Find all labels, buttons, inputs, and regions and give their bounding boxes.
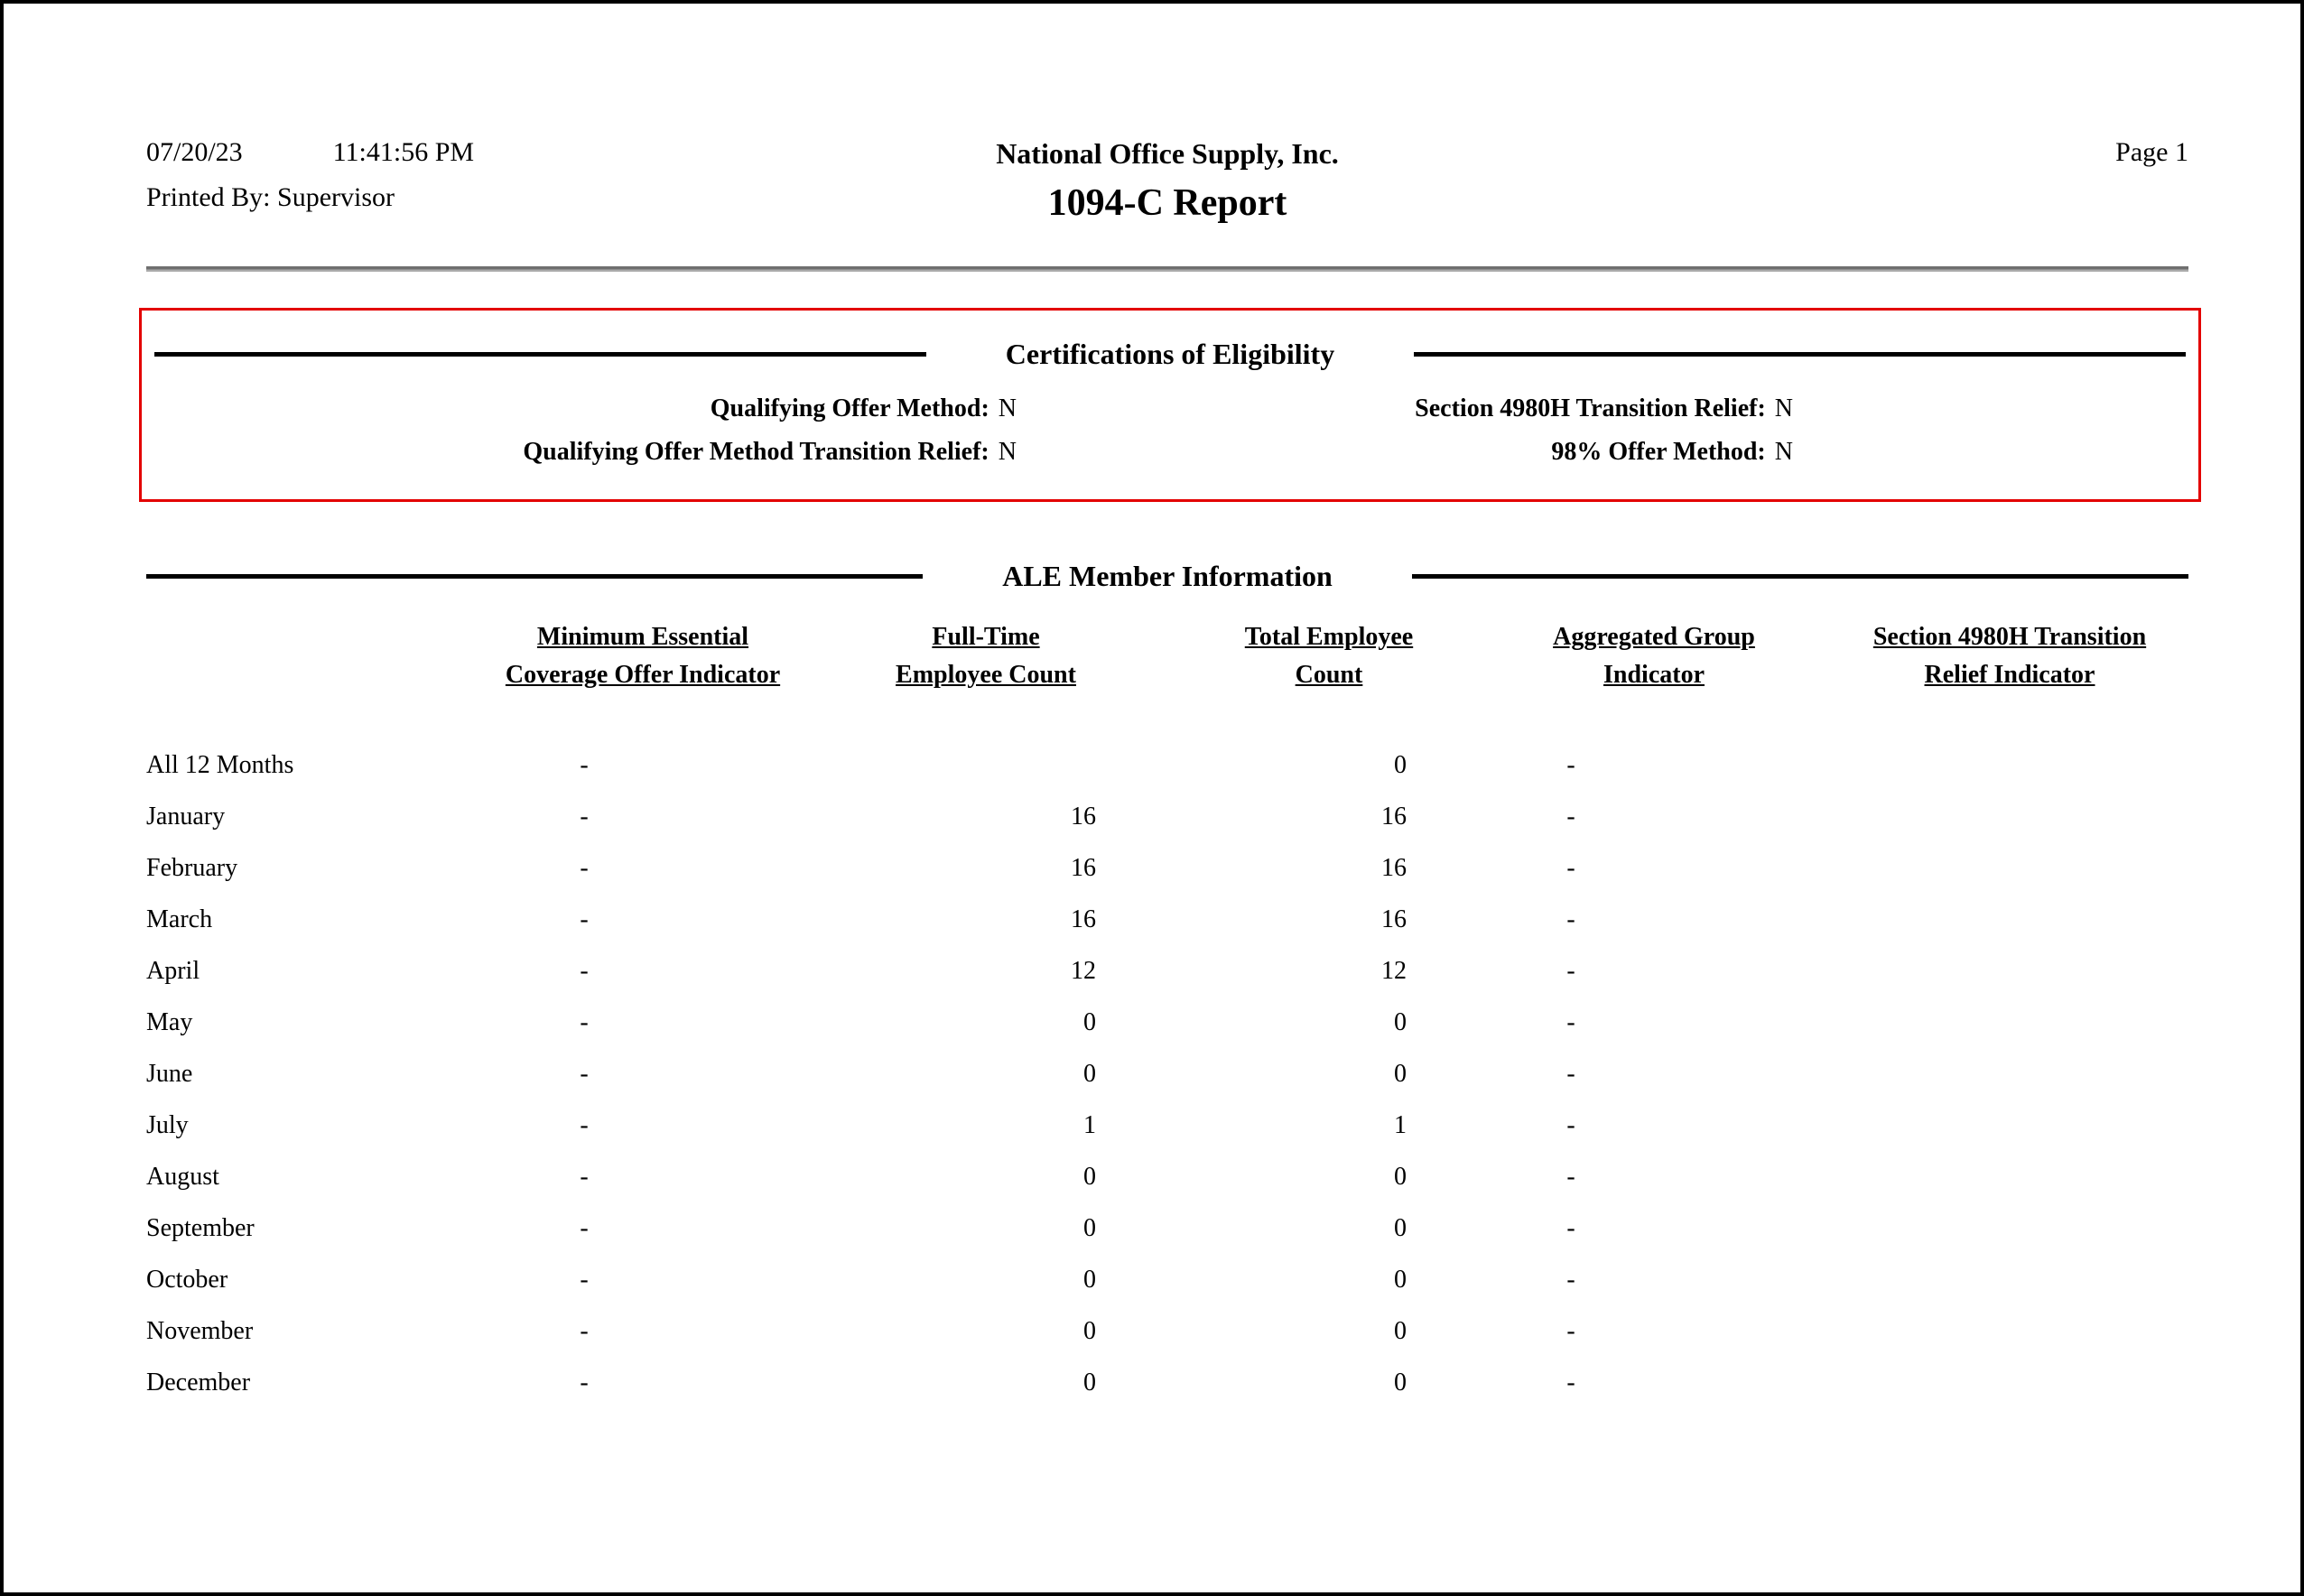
title-line-left <box>146 574 923 579</box>
cell-full-time-employee-count: 0 <box>1083 1368 1096 1396</box>
cell-mec-offer-indicator: - <box>580 905 589 933</box>
cell-total-employee-count: 16 <box>1381 853 1407 882</box>
page-number: Page 1 <box>2115 137 2188 167</box>
field-qualifying-offer-method-transition-relief <box>154 438 1017 467</box>
field-value: N <box>1774 438 1793 466</box>
cell-period: December <box>146 1368 251 1396</box>
field-98-percent-offer-method <box>1017 438 1793 467</box>
cell-total-employee-count: 0 <box>1394 1213 1407 1242</box>
cell-mec-offer-indicator: - <box>580 1162 589 1191</box>
column-header-line: Full-Time <box>932 623 1040 651</box>
certifications-title: Certifications of Eligibility <box>1005 338 1335 370</box>
field-qualifying-offer-method <box>154 394 1017 423</box>
cell-full-time-employee-count: 1 <box>1083 1110 1096 1139</box>
column-header-line: Aggregated Group <box>1553 623 1755 651</box>
cell-period: April <box>146 956 200 985</box>
certifications-title-row <box>154 338 2186 371</box>
cell-aggregated-group-indicator: - <box>1566 1265 1575 1294</box>
cell-total-employee-count: 0 <box>1394 1368 1407 1396</box>
cell-mec-offer-indicator: - <box>580 1368 589 1396</box>
field-label: Section 4980H Transition Relief: <box>1415 394 1766 422</box>
table-row <box>146 1100 2188 1151</box>
print-datetime <box>146 137 706 168</box>
field-value: N <box>998 394 1017 422</box>
field-section-4980h-transition-relief <box>1017 394 1793 423</box>
cell-aggregated-group-indicator: - <box>1566 1213 1575 1242</box>
cell-full-time-employee-count: 12 <box>1071 956 1096 985</box>
header-left <box>146 137 706 213</box>
cell-total-employee-count: 0 <box>1394 1059 1407 1088</box>
header-right <box>1629 137 2188 168</box>
cell-mec-offer-indicator: - <box>580 1265 589 1294</box>
cell-total-employee-count: 16 <box>1381 905 1407 933</box>
cell-period: October <box>146 1265 228 1294</box>
cell-mec-offer-indicator: - <box>580 1007 589 1036</box>
print-date: 07/20/23 <box>146 137 243 167</box>
column-header-line: Section 4980H Transition <box>1872 623 2147 651</box>
header-center <box>706 137 1629 225</box>
cell-period: June <box>146 1059 193 1088</box>
cell-period: February <box>146 853 238 882</box>
column-header-line: Relief Indicator <box>1924 661 2095 689</box>
cell-mec-offer-indicator: - <box>580 1110 589 1139</box>
column-header-full-time-employee-count <box>796 618 1175 694</box>
cell-period: November <box>146 1316 254 1345</box>
cell-aggregated-group-indicator: - <box>1566 1162 1575 1191</box>
column-header-aggregated-group-indicator <box>1482 618 1826 694</box>
column-header-line: Employee Count <box>896 661 1076 689</box>
field-label: 98% Offer Method: <box>1551 438 1766 466</box>
ale-title-row <box>146 560 2188 593</box>
cell-total-employee-count: 0 <box>1394 1265 1407 1294</box>
cell-total-employee-count: 0 <box>1394 750 1407 779</box>
header-divider-rule <box>146 266 2188 272</box>
cell-mec-offer-indicator: - <box>580 956 589 985</box>
table-row <box>146 739 2188 791</box>
cell-full-time-employee-count: 16 <box>1071 905 1096 933</box>
certifications-box <box>139 308 2201 502</box>
cell-aggregated-group-indicator: - <box>1566 853 1575 882</box>
table-row <box>146 791 2188 842</box>
cell-mec-offer-indicator: - <box>580 853 589 882</box>
certification-fields <box>154 394 2186 467</box>
column-header-mec-offer-indicator <box>489 618 796 694</box>
cell-full-time-employee-count: 0 <box>1083 1007 1096 1036</box>
company-name: National Office Supply, Inc. <box>996 137 1339 170</box>
ale-section-title: ALE Member Information <box>1002 560 1333 592</box>
cell-total-employee-count: 0 <box>1394 1316 1407 1345</box>
cell-full-time-employee-count: 0 <box>1083 1265 1096 1294</box>
cell-total-employee-count: 16 <box>1381 802 1407 830</box>
field-label: Qualifying Offer Method Transition Relief: <box>523 438 989 466</box>
cell-mec-offer-indicator: - <box>580 1316 589 1345</box>
column-header-line: Count <box>1295 661 1363 689</box>
cell-period: August <box>146 1162 219 1191</box>
field-value: N <box>998 438 1017 466</box>
table-row <box>146 997 2188 1048</box>
cell-full-time-employee-count: 0 <box>1083 1316 1096 1345</box>
table-row <box>146 1151 2188 1202</box>
cell-mec-offer-indicator: - <box>580 750 589 779</box>
cell-full-time-employee-count: 0 <box>1083 1162 1096 1191</box>
column-header-total-employee-count <box>1175 618 1482 694</box>
print-time: 11:41:56 PM <box>332 137 475 167</box>
table-row <box>146 894 2188 945</box>
cell-aggregated-group-indicator: - <box>1566 1110 1575 1139</box>
table-row <box>146 1048 2188 1100</box>
cell-period: All 12 Months <box>146 750 294 779</box>
cell-full-time-employee-count: 16 <box>1071 802 1096 830</box>
ale-table-header <box>146 618 2188 694</box>
column-header-period <box>146 618 489 694</box>
cell-period: May <box>146 1007 193 1036</box>
cell-total-employee-count: 12 <box>1381 956 1407 985</box>
cell-total-employee-count: 1 <box>1394 1110 1407 1139</box>
printed-by: Printed By: Supervisor <box>146 182 395 212</box>
title-line-right <box>1414 352 2186 357</box>
title-line-right <box>1412 574 2188 579</box>
cell-total-employee-count: 0 <box>1394 1007 1407 1036</box>
cell-mec-offer-indicator: - <box>580 1059 589 1088</box>
cell-mec-offer-indicator: - <box>580 1213 589 1242</box>
table-row <box>146 1202 2188 1254</box>
cell-aggregated-group-indicator: - <box>1566 1316 1575 1345</box>
column-header-line: Indicator <box>1603 661 1705 689</box>
table-row <box>146 1357 2188 1408</box>
cell-period: March <box>146 905 213 933</box>
column-header-line: Total Employee <box>1244 623 1414 651</box>
column-header-section-4980h-transition-relief-indicator <box>1826 618 2194 694</box>
cell-mec-offer-indicator: - <box>580 802 589 830</box>
report-title: 1094-C Report <box>1047 182 1287 224</box>
cell-total-employee-count: 0 <box>1394 1162 1407 1191</box>
ale-table-body <box>146 739 2188 1408</box>
cell-aggregated-group-indicator: - <box>1566 1368 1575 1396</box>
table-row <box>146 842 2188 894</box>
cell-aggregated-group-indicator: - <box>1566 802 1575 830</box>
cell-aggregated-group-indicator: - <box>1566 905 1575 933</box>
cell-period: September <box>146 1213 255 1242</box>
cell-aggregated-group-indicator: - <box>1566 750 1575 779</box>
field-label: Qualifying Offer Method: <box>710 394 989 422</box>
table-row <box>146 1305 2188 1357</box>
cell-aggregated-group-indicator: - <box>1566 956 1575 985</box>
table-row <box>146 945 2188 997</box>
certification-row <box>154 438 2186 467</box>
table-row <box>146 1254 2188 1305</box>
report-header <box>146 137 2188 225</box>
cell-full-time-employee-count: 0 <box>1083 1213 1096 1242</box>
cell-aggregated-group-indicator: - <box>1566 1007 1575 1036</box>
cell-aggregated-group-indicator: - <box>1566 1059 1575 1088</box>
field-value: N <box>1774 394 1793 422</box>
cell-period: January <box>146 802 226 830</box>
cell-full-time-employee-count: 0 <box>1083 1059 1096 1088</box>
title-line-left <box>154 352 926 357</box>
cell-period: July <box>146 1110 189 1139</box>
column-header-line: Minimum Essential <box>536 623 749 651</box>
certification-row <box>154 394 2186 423</box>
cell-full-time-employee-count: 16 <box>1071 853 1096 882</box>
column-header-line: Coverage Offer Indicator <box>505 661 781 689</box>
